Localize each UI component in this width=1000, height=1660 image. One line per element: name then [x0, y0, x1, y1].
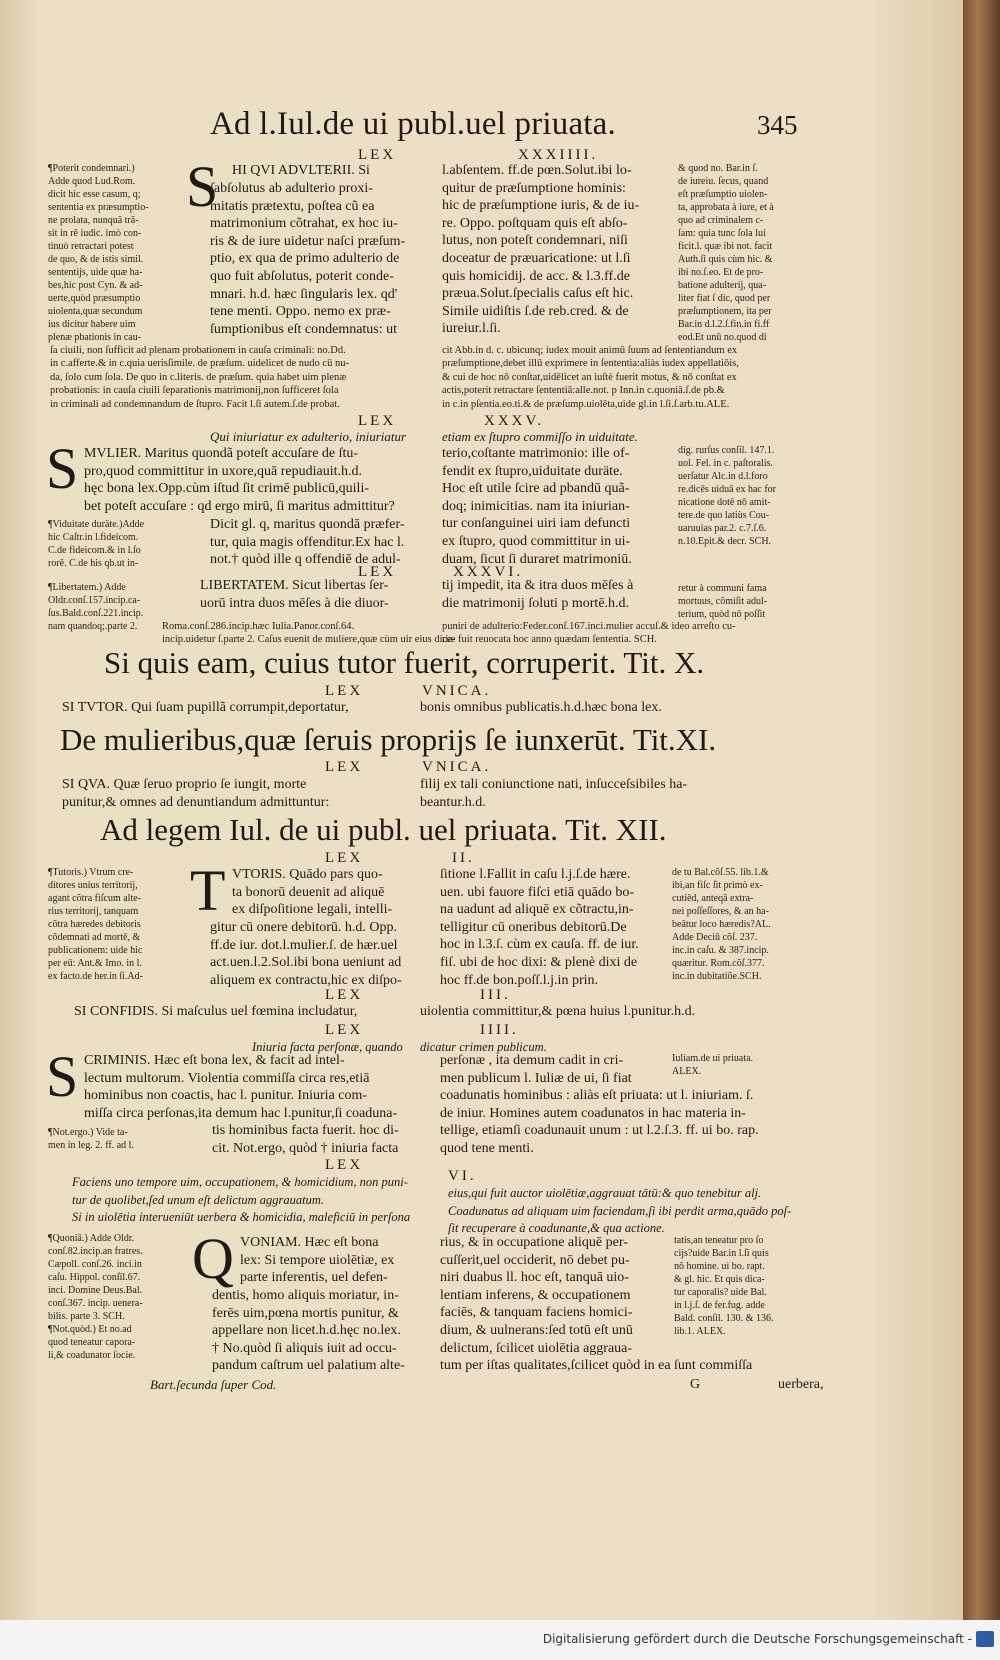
margin-note-right — [672, 866, 802, 983]
margin-line: ¶Poterit condemnari.) — [48, 163, 135, 174]
text-line: quitur de præſumptione hominis: — [442, 180, 626, 196]
annotation-block — [442, 344, 822, 411]
book-fore-edge — [963, 0, 1000, 1620]
title-xii-heading: Ad legem Iul. de ui publ. uel priuata. Tit. XII. — [100, 812, 667, 847]
tit11-column-1 — [62, 776, 329, 811]
margin-line: ex facto.de her.in ſi.Ad- — [48, 971, 143, 982]
dfg-logo-icon — [976, 1631, 994, 1647]
margin-line: ne prolata, nunquã trã- — [48, 215, 139, 226]
margin-line: Auth.ſi quis cùm hic. & — [678, 254, 773, 265]
text-line: appellare non licet.h.d.hęc no.lex. — [212, 1323, 401, 1339]
margin-note-left — [48, 162, 178, 344]
margin-line: nō homine. ui bo. rapt. — [674, 1261, 765, 1272]
text-line: na uadunt ad aliquē ex cõtractu,in- — [440, 902, 634, 918]
margin-line: Iuliam.de ui priuata. — [672, 1053, 754, 1064]
lex2-column-1 — [232, 866, 392, 919]
lex-label: LEX — [358, 147, 397, 163]
lex36-column-1 — [200, 577, 389, 612]
annotation-line: riæ fuit reuocata hoc anno quædam ſententia. SCH. — [442, 634, 657, 646]
text-line: SI QVA. Quæ ſeruo proprio ſe iungit, morte — [62, 777, 307, 792]
text-line: quis homicidij. de acc. & l.3.ff.de — [442, 268, 630, 284]
margin-line: retur à communi fama — [678, 583, 767, 594]
margin-note-right — [678, 162, 803, 344]
margin-line: caſu. Hippol. conſil.67. — [48, 1272, 141, 1283]
margin-line: dig. rurſus conſil. 147.1. — [678, 445, 775, 456]
margin-line: quo ad criminalem c- — [678, 215, 764, 226]
text-line: MVLIER. Maritus quondã poteſt accuſare de ſtu- — [84, 446, 359, 461]
margin-line: tere.de quo latiùs Cou- — [678, 510, 770, 521]
lex36-column-2 — [442, 577, 633, 612]
text-line: ptio, ex qua de primo adulterio de — [210, 251, 400, 267]
lex6-column-1b — [212, 1287, 405, 1375]
tit10-text: bonis omnibus publicatis.h.d.hæc bona lex. — [420, 700, 662, 715]
annotation-block — [50, 344, 430, 411]
margin-line: batione adulterij, qua- — [678, 280, 767, 291]
text-line: pro,quod committitur in uxore,quā repudiauit.h.d. — [84, 463, 363, 479]
margin-note-right — [674, 1234, 804, 1338]
annotation-line: probationis: in cauſa ciuili ſeparationis matrimonij,non ſufficeret ſola — [50, 385, 339, 397]
digitization-footer — [0, 1620, 1000, 1660]
margin-line: beātur loco hæredis?AL. — [672, 919, 771, 930]
lex6-column-1 — [240, 1234, 394, 1287]
lex-number: III. — [480, 987, 511, 1003]
lex4-column-1 — [84, 1052, 397, 1122]
lex-label: LEX — [325, 987, 364, 1003]
margin-line: sententijs, uide quæ ha- — [48, 267, 143, 278]
running-head: Ad l.Iul.de ui publ.uel priuata. — [210, 106, 616, 142]
annotation-line: cit Abb.in d. c. ubicunq; iudex mouit animū ſuum ad ſententiandum ex — [442, 345, 738, 356]
margin-note-left — [48, 581, 178, 633]
lex-label: LEX — [325, 850, 364, 866]
summary-line: tur de quolibet,ſed unum eſt delictum aggrauatum. — [72, 1192, 325, 1207]
lex-number: VNICA. — [422, 683, 492, 699]
margin-line: nam quandoq;.parte 2. — [48, 621, 138, 632]
lex-number: XXXVI. — [453, 564, 524, 580]
text-line: terio,coſtante matrimonio: ille of- — [442, 446, 630, 461]
text-line: bet poteſt accuſare : qd ergo mirū, ſi maritus admittitur? — [84, 498, 395, 514]
margin-line: de tu Bal.cõſ.55. lib.1.& — [672, 867, 769, 878]
annotation-line: actis,poterit retractare ſententiā:alle.not. p Inn.in c.quoniā.ſ.de pb.& — [442, 385, 725, 397]
text-line: VTORIS. Quādo pars quo- — [232, 867, 383, 882]
annotation-line: in criminali ad condemnandum de ſtupro. Facit l.ſi autem.ſ.de probat. — [50, 398, 340, 410]
margin-line: inc.in dubitatiõe.SCH. — [672, 971, 762, 982]
annotation-line: in c.afferte.& in c.quia uerisſimile. de præſum. uidelicet de nudo cū nu- — [50, 358, 349, 370]
margin-line: rorē. C.de his qb.ut in- — [48, 558, 139, 569]
annotation-line: incip.uidetur ſ.parte 2. Caſus euenit de muliere,quæ cùm uir eius dice- — [162, 634, 456, 646]
margin-line: C.de fideicom.& in l.ſo — [48, 545, 141, 556]
margin-line: & quod no. Bar.in ſ. — [678, 163, 758, 174]
text-line: hominibus non coactis, hac l. punitur. Iniuria com- — [84, 1088, 368, 1104]
margin-note-right — [678, 582, 803, 621]
text-line: uen. ubi fauore fiſci etiā quādo bo- — [440, 884, 634, 900]
drop-cap-s: S — [186, 154, 219, 219]
margin-line: eſt præſumptio uiolen- — [678, 189, 768, 200]
margin-line: re.dicēs uiduā ex hac for — [678, 484, 777, 495]
text-line: beantur.h.d. — [420, 794, 486, 810]
margin-line: cijs?uide Bar.in l.ſi quis — [674, 1248, 769, 1259]
margin-line: tur caporalis? uide Bal. — [674, 1287, 767, 1298]
lex3-text: uiolentia committitur,& pœna huius l.punitur.h.d. — [420, 1004, 696, 1019]
margin-line: plenæ pbationis in cau- — [48, 332, 142, 343]
annotation-line: puniri de adulterio:Feder.conſ.167.inci.mulier accuſ.& ideo arreſto cu- — [442, 621, 736, 632]
margin-line: ficit.l. quæ ibi not. facit — [678, 241, 773, 252]
text-line: tur conſanguinei uiri iam defuncti — [442, 516, 631, 532]
margin-line: ibi,an fiſc ſit primò ex- — [672, 880, 763, 891]
text-line: VONIAM. Hæc eſt bona — [240, 1235, 379, 1250]
text-line: mnari. h.d. hæc ſingularis lex. qd' — [210, 286, 398, 302]
annotation-block — [442, 620, 736, 647]
margin-line: nei poſſeſſores, & an ha- — [672, 906, 769, 917]
lex-number: VI. — [448, 1168, 477, 1184]
margin-line: uol. Fel. in c. paſtoralis. — [678, 458, 773, 469]
text-line: tellige, etiamſi coadunauit unum : ut l.2.ſ.3. ff. ui bo. rap. — [440, 1123, 759, 1139]
lex-number: XXXIIII. — [518, 147, 599, 163]
page-number: 345 — [757, 110, 798, 140]
margin-line: ¶Libertatem.) Adde — [48, 582, 126, 593]
margin-line: cutiēd, anteqā extra- — [672, 893, 754, 904]
drop-cap-q: Q — [192, 1226, 234, 1291]
text-line: lex: Si tempore uiolētiæ, ex — [240, 1252, 395, 1268]
margin-line: Bald. conſil. 130. & 136. — [674, 1313, 774, 1324]
annotation-line: ſa ciuili, non ſufficit ad plenam probationem in cauſa criminali: no.Dd. — [50, 345, 346, 356]
text-line: hoc in l.3.ſ. cùm ex cauſa. ff. de iur. — [440, 937, 639, 953]
margin-line: rius territorij, tanquam — [48, 906, 139, 917]
margin-line: præſumptionem, ita per — [678, 306, 772, 317]
text-line: ſumptionibus eſt condemnatus: ut — [210, 321, 398, 337]
text-line: delictum, ſcilicet uiolētia aggraua- — [440, 1340, 633, 1356]
lex34-first-line: HI QVI ADVLTERII. Si — [232, 163, 370, 178]
lex35-column-1 — [84, 445, 395, 515]
margin-line: conſ.82.incip.an fratres. — [48, 1246, 143, 1257]
margin-note-left — [48, 1232, 178, 1362]
text-line: die matrimonij ſoluti p mortē.h.d. — [442, 595, 630, 611]
margin-line: publicationem: uide hic — [48, 945, 143, 956]
text-line: ferēs uim,pœna mortis punitur, & — [212, 1305, 399, 1321]
summary-line: Faciens uno tempore uim, occupationem, & homicidium, non puni- — [72, 1175, 408, 1189]
text-line: lentiam inferens, & occupationem — [440, 1287, 631, 1303]
margin-line: men in leg. 2. ff. ad l. — [48, 1140, 134, 1151]
text-line: coadunatis hominibus : aliàs eſt priuata: ut l. iniuriam. ſ. — [440, 1088, 754, 1104]
margin-line: hic Caſtr.in l.fideicom. — [48, 532, 139, 543]
lex-label: LEX — [358, 564, 397, 580]
text-line: Dicit gl. q, maritus quondā præfer- — [210, 517, 405, 532]
tit10-text: SI TVTOR. Qui ſuam pupillã corrumpit,deportatur, — [62, 700, 349, 715]
title-xi-heading: De mulieribus,quæ ſeruis proprijs ſe iunxerūt. Tit.XI. — [60, 722, 717, 757]
text-line: tum per iſtas qualitates,ſcilicet quòd in ea ſunt commiſſa — [440, 1358, 753, 1374]
text-line: rius, & in occupatione aliquē per- — [440, 1235, 628, 1250]
margin-line: liter fiat ſ dic, quod per — [678, 293, 771, 304]
text-line: ex diſpoſitione legali, intelli- — [232, 902, 393, 918]
margin-line: de quo, & de istis simil. — [48, 254, 144, 265]
margin-line: tinuò retractari potest — [48, 241, 134, 252]
lex-label: LEX — [358, 413, 397, 429]
margin-line: uiolenta,quæ secundum — [48, 306, 143, 317]
margin-line: eod.Et unū no.quod di — [678, 332, 767, 343]
annotation-line: Roma.conſ.286.incip.hæc Iulia.Panor.conſ.64. — [162, 621, 355, 632]
margin-line: inci. Domine Deus.Bal. — [48, 1285, 143, 1296]
margin-line: sententia ex præsumptio- — [48, 202, 149, 213]
text-line: CRIMINIS. Hæc eſt bona lex, & facit ad intel- — [84, 1053, 345, 1068]
margin-line: tatis,an teneatur pro ſo — [674, 1235, 764, 1246]
catchword: uerbera, — [778, 1377, 824, 1392]
tit11-column-2 — [420, 776, 687, 811]
margin-line: uerte,quòd præsumptio — [48, 293, 141, 304]
text-line: quod tene menti. — [440, 1140, 534, 1156]
margin-line: sit in rē iudic. imò con- — [48, 228, 142, 239]
lex4-summary: dicatur crimen publicum. — [420, 1040, 547, 1054]
text-line: punitur,& omnes ad denuntiandum admittuntur: — [62, 794, 330, 810]
text-line: Hoc eſt utile ſcire ad pbandū quã- — [442, 481, 630, 497]
margin-line: ¶Quoniā.) Adde Oldr. — [48, 1233, 135, 1244]
annotation-line: da, ſolo cum ſola. De quo in c.literis. de præſum. quia habet uim plenæ — [50, 371, 347, 383]
footer-credit: Digitalisierung gefördert durch die Deutsche Forschungsgemeinschaft - — [542, 1632, 972, 1646]
margin-note-right — [678, 444, 803, 548]
text-line: act.uen.l.2.Sol.ibi bona ueniunt ad — [210, 955, 402, 971]
margin-line: Bar.in d.l.2.ſ.fin.in fi.ff — [678, 319, 770, 330]
annotation-line: & cui de hoc nō conſtat,uidēlicet an iuſtè fuerit motus, & nō conſtat ex — [442, 371, 737, 383]
margin-line: ſus.Bald.conſ.221.incip. — [48, 608, 144, 619]
summary-line: ſit recuperare à coadunante,& qua actione. — [448, 1221, 665, 1236]
text-line: Simile uidiſtis ſ.de reb.cred. & de — [442, 303, 629, 319]
text-line: uorū intra duos mēſes à die diuor- — [200, 595, 389, 611]
lex4-column-1b — [212, 1122, 399, 1157]
text-line: præua.Solut.ſpecialis caſus eſt hic. — [442, 286, 634, 302]
text-line: re. Oppo. poſtquam quis eſt abſo- — [442, 215, 628, 231]
lex35-summary: Qui iniuriatur ex adulterio, iniuriatur — [210, 429, 407, 444]
text-line: ſabſolutus ab adulterio proxi- — [210, 181, 373, 196]
lex-number: XXXV. — [484, 413, 545, 429]
margin-line: bes,hic post Cyn. & ad- — [48, 280, 143, 291]
margin-line: agant cõtra fiſcum alte- — [48, 893, 142, 904]
text-line: not.† quòd ille q offendiē de adul- — [210, 552, 401, 568]
margin-line: Oldr.conſ.157.incip.ca- — [48, 595, 141, 606]
text-line: faciēs, & tanquam faciens homici- — [440, 1305, 633, 1321]
text-line: mitatis prætextu, poſtea cũ ea — [210, 198, 375, 214]
lex3-text: SI CONFIDIS. Si maſculus uel fœmina includatur, — [74, 1004, 358, 1019]
margin-line: nicatione dotē nō amit- — [678, 497, 771, 508]
summary-line: eius,qui fuit auctor uiolētiæ,aggrauat tātū:& quo tenebitur alj. — [448, 1186, 762, 1200]
text-line: doq; inimicitias. nam ita iniurian- — [442, 498, 630, 514]
lex-number: IIII. — [480, 1022, 519, 1038]
signature-mark: G — [690, 1377, 701, 1392]
margin-line: Cæpoll. conſ.26. inci.in — [48, 1259, 142, 1270]
lex35-summary: etiam ex ſtupro commiſſo in uiduitate. — [442, 429, 638, 444]
drop-cap-s: S — [46, 436, 79, 501]
text-line: ris & de iure uidetur naſci præſum- — [210, 233, 406, 249]
text-line: fendit ex ſtupro,uiduitate duräte. — [442, 463, 623, 479]
drop-cap-s: S — [46, 1044, 79, 1109]
text-line: duam, ſicut ſi duraret matrimoniū. — [442, 551, 632, 567]
margin-line: Adde quod Lud.Rom. — [48, 176, 136, 187]
text-line: cit. Not.ergo, quòd † iniuria facta — [212, 1140, 399, 1156]
margin-line: mortuus, cõmiſit adul- — [678, 596, 768, 607]
title-x-heading: Si quis eam, cuius tutor fuerit, corruperit. Tit. X. — [104, 645, 705, 680]
margin-line: in l.j.ſ. de fer.fug. adde — [674, 1300, 765, 1311]
text-line: ex ſtupro, quod committitur in ui- — [442, 533, 631, 549]
lex-label: LEX — [325, 1022, 364, 1038]
text-line: lutus, non poteſt condemnari, niſi — [442, 233, 628, 249]
lex-number: II. — [452, 850, 475, 866]
text-line: iureiur.l.ſi. — [442, 321, 501, 337]
margin-line: & gl. hic. Et quis dica- — [674, 1274, 765, 1285]
text-line: miſſa circa perſonas,ita demum hac l.punitur,ſi coaduna- — [84, 1105, 398, 1121]
lex6-summary — [448, 1185, 791, 1238]
margin-line: quod teneatur capora- — [48, 1337, 136, 1348]
margin-line: ta, approbata à iure, et à — [678, 202, 774, 213]
text-line: dentis, homo aliquis moriatur, in- — [212, 1288, 399, 1303]
text-line: tij impedit, ita & itra duos mēſes à — [442, 578, 634, 593]
text-line: ta bonorū deuenit ad aliquē — [232, 884, 385, 900]
margin-line: cõdemnati ad mortē, & — [48, 932, 141, 943]
margin-line: lib.1. ALEX. — [674, 1326, 726, 1337]
margin-note-left — [48, 518, 178, 570]
margin-line: n.10.Epit.& decr. SCH. — [678, 536, 772, 547]
text-line: hoc ff.de bon.poſſ.l.j.in prin. — [440, 972, 598, 988]
text-line: tur, quia magis offenditur.Ex hac l. — [210, 534, 405, 550]
text-line: l.abſentem. ff.de pœn.Solut.ibi lo- — [442, 163, 632, 178]
margin-line: ibi no.ſ.eo. Et de pro- — [678, 267, 764, 278]
lex-label: LEX — [325, 759, 364, 775]
margin-line: ditores unius territorij, — [48, 880, 138, 891]
margin-note-left — [48, 1126, 178, 1152]
text-line: lectum multorum. Violentia commiſſa circa res,etiā — [84, 1070, 370, 1086]
margin-line: uerſatur Alc.in d.l.foro — [678, 471, 768, 482]
margin-line: ſam: quia tunc ſola lui — [678, 228, 766, 239]
summary-line: Coadunatus ad aliquam uim faciendam,ſi ibi perdit arma,quādo poſ- — [448, 1203, 792, 1218]
text-line: pandum caſtrum uel palatium alte- — [212, 1358, 405, 1374]
lex-number: VNICA. — [422, 759, 492, 775]
lex2-column-2 — [440, 866, 639, 989]
margin-line: ¶Viduitate duräte.)Adde — [48, 519, 145, 530]
lex6-summary — [72, 1174, 410, 1227]
margin-line: li,& coadunator ſocie. — [48, 1350, 136, 1361]
margin-line: inc.in caſu. & 387.incip. — [672, 945, 769, 956]
margin-line: ¶Not.quòd.) Et no.ad — [48, 1324, 132, 1335]
text-line: tis hominibus facta fuerit. hoc di- — [212, 1123, 399, 1138]
text-line: telligitur cū oneribus debitorū.De — [440, 919, 627, 935]
text-line: de iniur. Homines autem coadunatos in hac materia in- — [440, 1105, 746, 1121]
text-line: dium, & uulnerans:ſed totū eſt unū — [440, 1322, 633, 1338]
margin-line: ¶Not.ergo.) Vide ta- — [48, 1127, 128, 1138]
lex-label: LEX — [325, 1157, 364, 1173]
text-line: filij ex tali coniunctione nati, inſucceſsibiles ha- — [420, 777, 688, 792]
margin-line: per eū: Ant.& Imo. in l. — [48, 958, 142, 969]
margin-line: conſ.367. incip. uenera- — [48, 1298, 143, 1309]
lex2-column-1b — [210, 919, 402, 989]
lex-label: LEX — [325, 683, 364, 699]
text-line: ff.de iur. dot.l.mulier.ſ. de hær.uel — [210, 937, 398, 953]
text-line: gitur cū onere debitorū. h.d. Opp. — [210, 920, 398, 935]
margin-line: cõtra hæredes debitoris — [48, 919, 141, 930]
bartolus-catch: Bart.ſecunda ſuper Cod. — [150, 1377, 277, 1392]
margin-line: de iureiu. ſecus, quand — [678, 176, 769, 187]
margin-line: uaruuias par.2. c.7.ſ.6. — [678, 523, 767, 534]
margin-line: bilis. parte 3. SCH. — [48, 1311, 125, 1322]
lex35-column-1b — [210, 516, 405, 569]
text-line: perſonæ , ita demum cadit in cri- — [440, 1053, 624, 1068]
text-line: hic de præſumptione iuris, & de iu- — [442, 198, 640, 214]
text-line: cuſſerit,uel occiderit, nō debet pu- — [440, 1252, 630, 1268]
margin-line: dicit hic esse casum, q; — [48, 189, 141, 200]
text-line: men publicum l. Iuliæ de ui, ſi fiat — [440, 1070, 632, 1086]
text-line: LIBERTATEM. Sicut libertas ſer- — [200, 578, 389, 593]
text-line: doceatur de præuaricatione: ut l.ſi — [442, 250, 631, 266]
margin-note-right — [672, 1052, 802, 1078]
annotation-block — [162, 620, 455, 647]
text-line: parte inferentis, uel defen- — [240, 1270, 388, 1286]
summary-line: Si in uiolētia interueniūt uerbera & homicidia, maleficiū in perſona — [72, 1210, 411, 1225]
text-line: niri duabus ll. hoc eſt, tanquā uio- — [440, 1270, 629, 1286]
margin-line: Adde Deciū cõſ. 237. — [672, 932, 758, 943]
margin-note-left — [48, 866, 178, 983]
lex34-column-1 — [210, 180, 436, 338]
margin-line: ¶Tutoris.) Vtrum cre- — [48, 867, 134, 878]
text-line: tene menti. Oppo. nemo ex præ- — [210, 304, 391, 320]
text-line: ſitione l.Fallit in caſu l.j.ſ.de hære. — [440, 867, 631, 882]
text-line: hęc bona lex.Opp.cùm iſtud ſit crimē publicū,quili- — [84, 481, 369, 497]
text-line: quo fuit abſolutus, poterit conde- — [210, 268, 394, 284]
lex34-column-2 — [442, 162, 660, 338]
text-line: matrimonium cõtrahat, ex hoc iu- — [210, 216, 398, 232]
drop-cap-t: T — [190, 858, 226, 923]
margin-line: ius dicitur habere uim — [48, 319, 136, 330]
text-line: fiſ. ubi de hoc dixi: & plenè dixi de — [440, 954, 638, 970]
annotation-line: præſumptione,debet illū exprimere in ſententia:aliàs iudex appellatiōis, — [442, 358, 739, 370]
text-line: † No.quòd ſi aliquis iuit ad occu- — [212, 1340, 397, 1356]
annotation-line: in c.in pſentia.eo.ti.& de præſump.uiolēta,uide gl.in l.ſi.ſ.arb.tu.ALE. — [442, 398, 730, 410]
margin-line: quæritur. Rom.cõſ.377. — [672, 958, 765, 969]
lex4-summary: Iniuria facta perſonæ, quando — [252, 1040, 403, 1054]
text-line: aliquem ex contractu,hic ex diſpo- — [210, 972, 402, 988]
lex35-column-2 — [442, 445, 632, 568]
margin-line: terium, quòd nō poſſit — [678, 609, 766, 620]
margin-line: ALEX. — [672, 1066, 702, 1077]
